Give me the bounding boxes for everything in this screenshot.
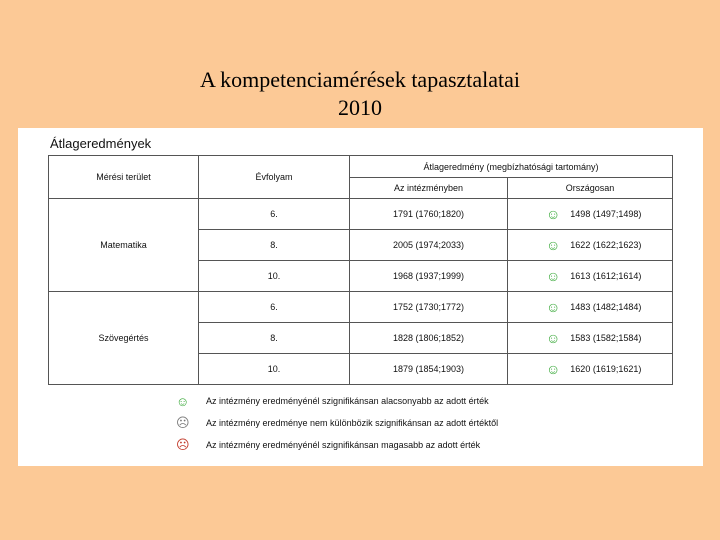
smiley-icon: ☺ bbox=[546, 237, 561, 253]
institution-cell: 1968 (1937;1999) bbox=[350, 261, 508, 292]
legend-text: Az intézmény eredményénél szignifikánsan alacsonyabb az adott érték bbox=[206, 396, 489, 406]
smiley-icon: ☺ bbox=[546, 206, 561, 222]
national-cell bbox=[508, 199, 673, 230]
national-value: 1483 (1482;1484) bbox=[570, 302, 642, 312]
legend-item bbox=[176, 434, 498, 456]
subject-cell: Matematika bbox=[49, 199, 199, 292]
institution-cell: 1828 (1806;1852) bbox=[350, 323, 508, 354]
subject-cell: Szövegértés bbox=[49, 292, 199, 385]
grade-cell: 10. bbox=[199, 261, 350, 292]
header-institution: Az intézményben bbox=[350, 178, 508, 199]
national-value: 1620 (1619;1621) bbox=[570, 364, 642, 374]
neutral-face-icon: ☹ bbox=[176, 415, 190, 430]
institution-cell: 1879 (1854;1903) bbox=[350, 354, 508, 385]
smiley-icon: ☺ bbox=[176, 393, 190, 409]
header-grade: Évfolyam bbox=[199, 156, 350, 199]
legend-item bbox=[176, 412, 498, 434]
results-panel bbox=[18, 128, 703, 466]
header-area: Mérési terület bbox=[49, 156, 199, 199]
smiley-icon: ☺ bbox=[546, 361, 561, 377]
national-cell bbox=[508, 354, 673, 385]
panel-title: Átlageredmények bbox=[50, 136, 152, 151]
smiley-icon: ☺ bbox=[546, 299, 561, 315]
results-table bbox=[48, 155, 673, 385]
header-row bbox=[49, 156, 673, 178]
header-national: Országosan bbox=[508, 178, 673, 199]
smiley-icon: ☺ bbox=[546, 330, 561, 346]
legend-text: Az intézmény eredményénél szignifikánsan magasabb az adott érték bbox=[206, 440, 481, 450]
header-group: Átlageredmény (megbízhatósági tartomány) bbox=[350, 156, 673, 178]
grade-cell: 6. bbox=[199, 292, 350, 323]
institution-cell: 2005 (1974;2033) bbox=[350, 230, 508, 261]
institution-cell: 1752 (1730;1772) bbox=[350, 292, 508, 323]
grade-cell: 6. bbox=[199, 199, 350, 230]
national-value: 1498 (1497;1498) bbox=[570, 209, 642, 219]
legend-text: Az intézmény eredménye nem különbözik szignifikánsan az adott értéktől bbox=[206, 418, 499, 428]
slide-title-line2: 2010 bbox=[338, 95, 382, 120]
slide-title-line1: A kompetenciamérések tapasztalatai bbox=[199, 67, 521, 92]
national-value: 1613 (1612;1614) bbox=[570, 271, 642, 281]
national-value: 1583 (1582;1584) bbox=[570, 333, 642, 343]
grade-cell: 10. bbox=[199, 354, 350, 385]
national-value: 1622 (1622;1623) bbox=[570, 240, 642, 250]
grade-cell: 8. bbox=[199, 323, 350, 354]
table-row bbox=[49, 199, 673, 230]
legend-item bbox=[176, 390, 498, 412]
sad-face-icon: ☹ bbox=[176, 437, 190, 452]
table-row bbox=[49, 292, 673, 323]
legend bbox=[176, 390, 498, 456]
grade-cell: 8. bbox=[199, 230, 350, 261]
national-cell bbox=[508, 323, 673, 354]
national-cell bbox=[508, 292, 673, 323]
slide-title bbox=[0, 66, 720, 122]
national-cell bbox=[508, 230, 673, 261]
institution-cell: 1791 (1760;1820) bbox=[350, 199, 508, 230]
national-cell bbox=[508, 261, 673, 292]
smiley-icon: ☺ bbox=[546, 268, 561, 284]
